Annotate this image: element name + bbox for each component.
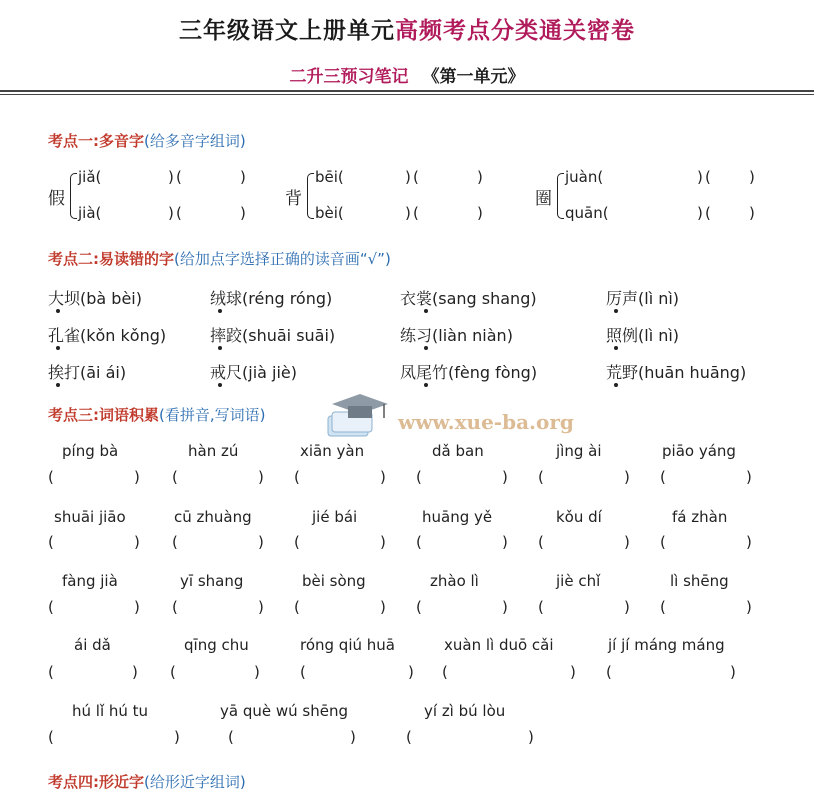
answer-blank[interactable]: ) <box>240 168 246 186</box>
answer-close[interactable]: ) <box>624 533 630 551</box>
answer-blank[interactable]: ) <box>749 168 755 186</box>
answer-open[interactable]: ( <box>660 598 666 616</box>
answer-close[interactable]: ) <box>746 533 752 551</box>
pinyin-top: juàn( <box>565 168 604 186</box>
misread-word[interactable]: 绒球(réng róng) <box>210 289 333 308</box>
title-red: 高频考点分类通关密卷 <box>395 17 635 44</box>
section4-heading <box>48 771 246 792</box>
emphasis-dot <box>218 309 222 313</box>
answer-open[interactable]: ( <box>48 598 54 616</box>
pinyin-prompt: fá zhàn <box>672 508 728 526</box>
subtitle-unit: 《第一单元》 <box>422 67 525 87</box>
section3-heading <box>48 404 265 425</box>
pinyin-prompt: hú lǐ hú tu <box>72 702 149 720</box>
answer-open[interactable]: ( <box>172 468 178 486</box>
answer-close[interactable]: ) <box>134 598 140 616</box>
misread-word[interactable]: 厉声(lì nì) <box>606 289 680 308</box>
brace-icon <box>70 173 77 219</box>
graduation-cap-icon <box>322 388 392 444</box>
answer-close[interactable]: ) <box>408 663 414 681</box>
answer-close[interactable]: ) <box>258 468 264 486</box>
pinyin-prompt: jìng ài <box>556 442 602 460</box>
header-rule <box>0 90 814 92</box>
section1-note: (给多音字组词) <box>144 132 246 150</box>
misread-word[interactable]: 荒野(huān huāng) <box>606 363 747 382</box>
emphasis-dot <box>56 383 60 387</box>
answer-open[interactable]: ( <box>172 598 178 616</box>
answer-close[interactable]: ) <box>502 468 508 486</box>
answer-close[interactable]: ) <box>624 598 630 616</box>
emphasis-dot <box>614 309 618 313</box>
answer-open[interactable]: ( <box>170 663 176 681</box>
title-black: 三年级语文上册单元 <box>179 17 395 44</box>
header-rule-thin <box>0 94 814 95</box>
answer-open[interactable]: ( <box>294 533 300 551</box>
answer-open[interactable]: ( <box>48 728 54 746</box>
pinyin-prompt: xiān yàn <box>300 442 365 460</box>
misread-word[interactable]: 练习(liàn niàn) <box>400 326 513 345</box>
pinyin-prompt: shuāi jiāo <box>54 508 126 526</box>
answer-blank[interactable]: ( <box>705 168 711 186</box>
emphasis-dot <box>614 346 618 350</box>
answer-close[interactable]: ) <box>730 663 736 681</box>
answer-close[interactable]: ) <box>528 728 534 746</box>
pinyin-prompt: xuàn lì duō cǎi <box>444 636 554 654</box>
misread-word[interactable]: 挨打(āi ái) <box>48 363 127 382</box>
emphasis-dot <box>218 383 222 387</box>
subtitle-red: 二升三预习笔记 <box>289 67 409 87</box>
answer-open[interactable]: ( <box>442 663 448 681</box>
answer-blank[interactable]: ) <box>749 204 755 222</box>
answer-blank[interactable]: ) <box>240 204 246 222</box>
pinyin-prompt: yī shang <box>180 572 244 590</box>
pinyin-prompt: qīng chu <box>184 636 249 654</box>
answer-close[interactable]: ) <box>746 598 752 616</box>
answer-blank[interactable]: ( <box>176 204 182 222</box>
answer-close[interactable]: ) <box>624 468 630 486</box>
answer-open[interactable]: ( <box>538 533 544 551</box>
answer-blank[interactable]: ( <box>705 204 711 222</box>
answer-blank[interactable]: ) <box>168 204 174 222</box>
section3-title: 考点三:词语积累 <box>48 406 159 424</box>
section2-heading <box>48 248 391 269</box>
pinyin-prompt: píng bà <box>62 442 119 460</box>
pinyin-bottom: jià( <box>78 204 102 222</box>
pinyin-prompt: zhào lì <box>430 572 479 590</box>
pinyin-prompt: cū zhuàng <box>174 508 252 526</box>
answer-open[interactable]: ( <box>48 468 54 486</box>
watermark-text: www.xue-ba.org <box>398 410 574 434</box>
answer-blank[interactable]: ( <box>413 204 419 222</box>
pinyin-prompt: bèi sòng <box>302 572 366 590</box>
answer-close[interactable]: ) <box>380 468 386 486</box>
answer-open[interactable]: ( <box>294 598 300 616</box>
answer-close[interactable]: ) <box>380 598 386 616</box>
page-title <box>0 12 814 45</box>
answer-close[interactable]: ) <box>502 533 508 551</box>
pinyin-prompt: hàn zú <box>188 442 239 460</box>
polyphone-char: 假 <box>48 189 65 209</box>
emphasis-dot <box>56 346 60 350</box>
answer-close[interactable]: ) <box>174 728 180 746</box>
answer-open[interactable]: ( <box>48 533 54 551</box>
polyphone-char: 背 <box>285 189 302 209</box>
pinyin-prompt: piāo yáng <box>662 442 736 460</box>
section2-note: (给加点字选择正确的读音画“√”) <box>174 250 391 268</box>
pinyin-prompt: huāng yě <box>422 508 493 526</box>
emphasis-dot <box>218 346 222 350</box>
answer-blank[interactable]: ( <box>413 168 419 186</box>
page-subtitle <box>0 62 814 87</box>
answer-close[interactable]: ) <box>258 533 264 551</box>
pinyin-prompt: kǒu dí <box>556 508 602 526</box>
polyphone-char: 圈 <box>535 189 552 209</box>
misread-word[interactable]: 照例(lì nì) <box>606 326 680 345</box>
pinyin-prompt: róng qiú huā <box>300 636 395 654</box>
pinyin-prompt: jié bái <box>312 508 358 526</box>
misread-word[interactable]: 凤尾竹(fèng fòng) <box>400 363 538 382</box>
answer-blank[interactable]: ) <box>477 204 483 222</box>
answer-open[interactable]: ( <box>416 598 422 616</box>
section4-note: (给形近字组词) <box>144 773 246 791</box>
answer-open[interactable]: ( <box>228 728 234 746</box>
answer-close[interactable]: ) <box>134 468 140 486</box>
pinyin-prompt: dǎ ban <box>432 442 484 460</box>
answer-blank[interactable]: ) <box>405 168 411 186</box>
section3-note: (看拼音,写词语) <box>159 406 266 424</box>
answer-close[interactable]: ) <box>746 468 752 486</box>
pinyin-prompt: lì shēng <box>670 572 729 590</box>
emphasis-dot <box>424 346 428 350</box>
misread-word[interactable]: 摔跤(shuāi suāi) <box>210 326 336 345</box>
brace-icon <box>557 173 564 219</box>
answer-open[interactable]: ( <box>172 533 178 551</box>
answer-close[interactable]: ) <box>350 728 356 746</box>
answer-open[interactable]: ( <box>538 468 544 486</box>
answer-blank[interactable]: ) <box>697 168 703 186</box>
emphasis-dot <box>614 383 618 387</box>
misread-word[interactable]: 戒尺(jià jiè) <box>210 363 298 382</box>
section1-heading <box>48 130 246 151</box>
pinyin-prompt: ái dǎ <box>74 636 111 654</box>
pinyin-bottom: bèi( <box>315 204 344 222</box>
answer-open[interactable]: ( <box>660 468 666 486</box>
pinyin-top: bēi( <box>315 168 344 186</box>
emphasis-dot <box>56 309 60 313</box>
answer-open[interactable]: ( <box>660 533 666 551</box>
answer-close[interactable]: ) <box>134 533 140 551</box>
answer-close[interactable]: ) <box>502 598 508 616</box>
answer-open[interactable]: ( <box>48 663 54 681</box>
misread-word[interactable]: 衣裳(sang shang) <box>400 289 537 308</box>
section4-title: 考点四:形近字 <box>48 773 144 791</box>
misread-word[interactable]: 大坝(bà bèi) <box>48 289 142 308</box>
answer-blank[interactable]: ) <box>168 168 174 186</box>
brace-icon <box>307 173 314 219</box>
answer-blank[interactable]: ) <box>405 204 411 222</box>
answer-close[interactable]: ) <box>570 663 576 681</box>
misread-word[interactable]: 孔雀(kǒn kǒng) <box>48 326 167 345</box>
answer-blank[interactable]: ) <box>697 204 703 222</box>
section2-title: 考点二:易读错的字 <box>48 250 174 268</box>
pinyin-prompt: jiè chǐ <box>556 572 601 590</box>
section1-title: 考点一:多音字 <box>48 132 144 150</box>
emphasis-dot <box>424 383 428 387</box>
pinyin-prompt: yí zì bú lòu <box>424 702 506 720</box>
answer-blank[interactable]: ( <box>176 168 182 186</box>
answer-open[interactable]: ( <box>294 468 300 486</box>
answer-open[interactable]: ( <box>606 663 612 681</box>
emphasis-dot <box>424 309 428 313</box>
answer-close[interactable]: ) <box>380 533 386 551</box>
pinyin-prompt: fàng jià <box>62 572 118 590</box>
pinyin-top: jiǎ( <box>78 168 102 186</box>
answer-close[interactable]: ) <box>258 598 264 616</box>
pinyin-prompt: yā què wú shēng <box>220 702 348 720</box>
answer-open[interactable]: ( <box>300 663 306 681</box>
answer-close[interactable]: ) <box>132 663 138 681</box>
answer-open[interactable]: ( <box>538 598 544 616</box>
answer-open[interactable]: ( <box>406 728 412 746</box>
answer-open[interactable]: ( <box>416 533 422 551</box>
answer-open[interactable]: ( <box>416 468 422 486</box>
pinyin-prompt: jí jí máng máng <box>608 636 725 654</box>
answer-blank[interactable]: ) <box>477 168 483 186</box>
answer-close[interactable]: ) <box>254 663 260 681</box>
pinyin-bottom: quān( <box>565 204 609 222</box>
